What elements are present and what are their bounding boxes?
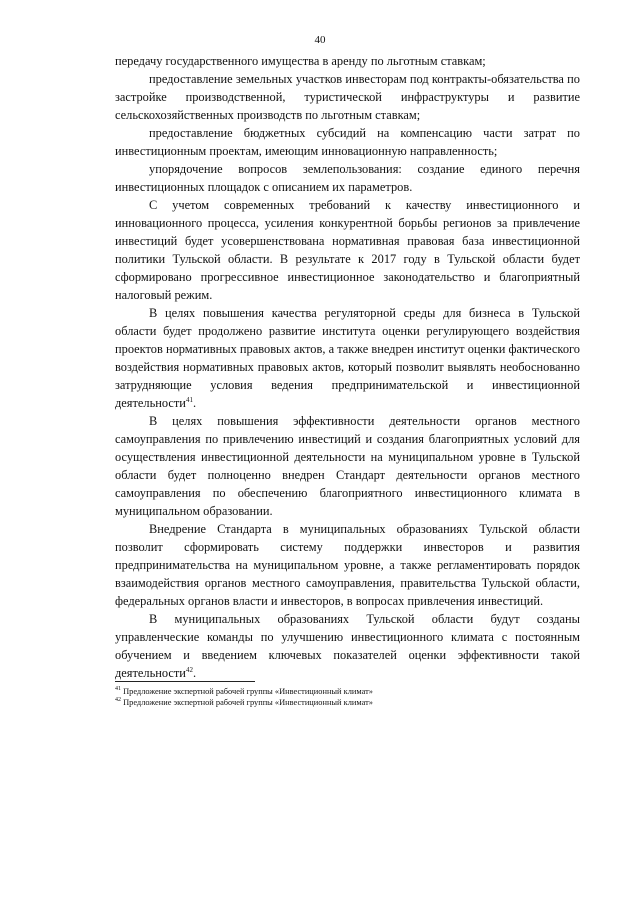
- footnote-ref[interactable]: 42: [185, 665, 193, 674]
- paragraph: С учетом современных требований к качеству инвестиционного и инновационного процесса, усиления конкурентной борьбы регионов за привлечение инвестиций будет усовершенствована нормативная правовая база инвестиционной политики Тульской области. В результате к 2017 году в Тульской области будет сформировано прогрессивное инвестиционное законодательство и благоприятный налоговый режим.: [115, 198, 580, 302]
- paragraph: Внедрение Стандарта в муниципальных образованиях Тульской области позволит сформировать систему поддержки инвесторов и развития предпринимательства на муниципальном уровне, а также регламентировать порядок взаимодействия органов местного самоуправления, правительства Тульской области, федеральных органов власти и инвесторов, в вопросах привлечения инвестиций.: [115, 522, 580, 608]
- footnotes: [115, 686, 580, 708]
- paragraph: передачу государственного имущества в аренду по льготным ставкам;: [115, 54, 486, 68]
- footnote-ref[interactable]: 41: [185, 395, 193, 404]
- paragraph: предоставление земельных участков инвесторам под контракты-обязательства по застройке производственной, туристической инфраструктуры и развитие сельскохозяйственных производств по льготным ставкам;: [115, 72, 580, 122]
- paragraph: В целях повышения качества регуляторной среды для бизнеса в Тульской области будет продолжено развитие института оценки регулирующего воздействия проектов нормативных правовых актов, а также внедрен институт оценки фактического воздействия нормативных правовых актов, который позволит выявлять необоснованно затрудняющие условия ведения предпринимательской и инвестиционной деятельности$^{41}$.: [115, 306, 580, 410]
- footnote-divider: [115, 681, 255, 682]
- footnote: $^{41}$ Предложение экспертной рабочей группы «Инвестиционный климат»: [115, 686, 373, 696]
- footnote-mark: 42: [115, 697, 121, 704]
- footnote-mark: 41: [115, 686, 121, 693]
- paragraph: В муниципальных образованиях Тульской области будут созданы управленческие команды по улучшению инвестиционного климата с постоянным обучением и введением ключевых показателей оценки эффективности такой деятельности$^{42}$.: [115, 612, 580, 680]
- page-number: 40: [314, 34, 326, 46]
- paragraph: предоставление бюджетных субсидий на компенсацию части затрат по инвестиционным проектам, имеющим инновационную направленность;: [115, 126, 580, 158]
- footnote: $^{42}$ Предложение экспертной рабочей группы «Инвестиционный климат»: [115, 697, 373, 707]
- body-text: [115, 52, 580, 682]
- paragraph: упорядочение вопросов землепользования: создание единого перечня инвестиционных площадок с описанием их параметров.: [115, 162, 580, 194]
- paragraph: В целях повышения эффективности деятельности органов местного самоуправления по привлечению инвестиций и создания благоприятных условий для осуществления инвестиционной деятельности на муниципальном уровне в Тульской области будет полноценно внедрен Стандарт деятельности органов местного самоуправления по обеспечению благоприятного инвестиционного климата в муниципальном образовании.: [115, 414, 580, 518]
